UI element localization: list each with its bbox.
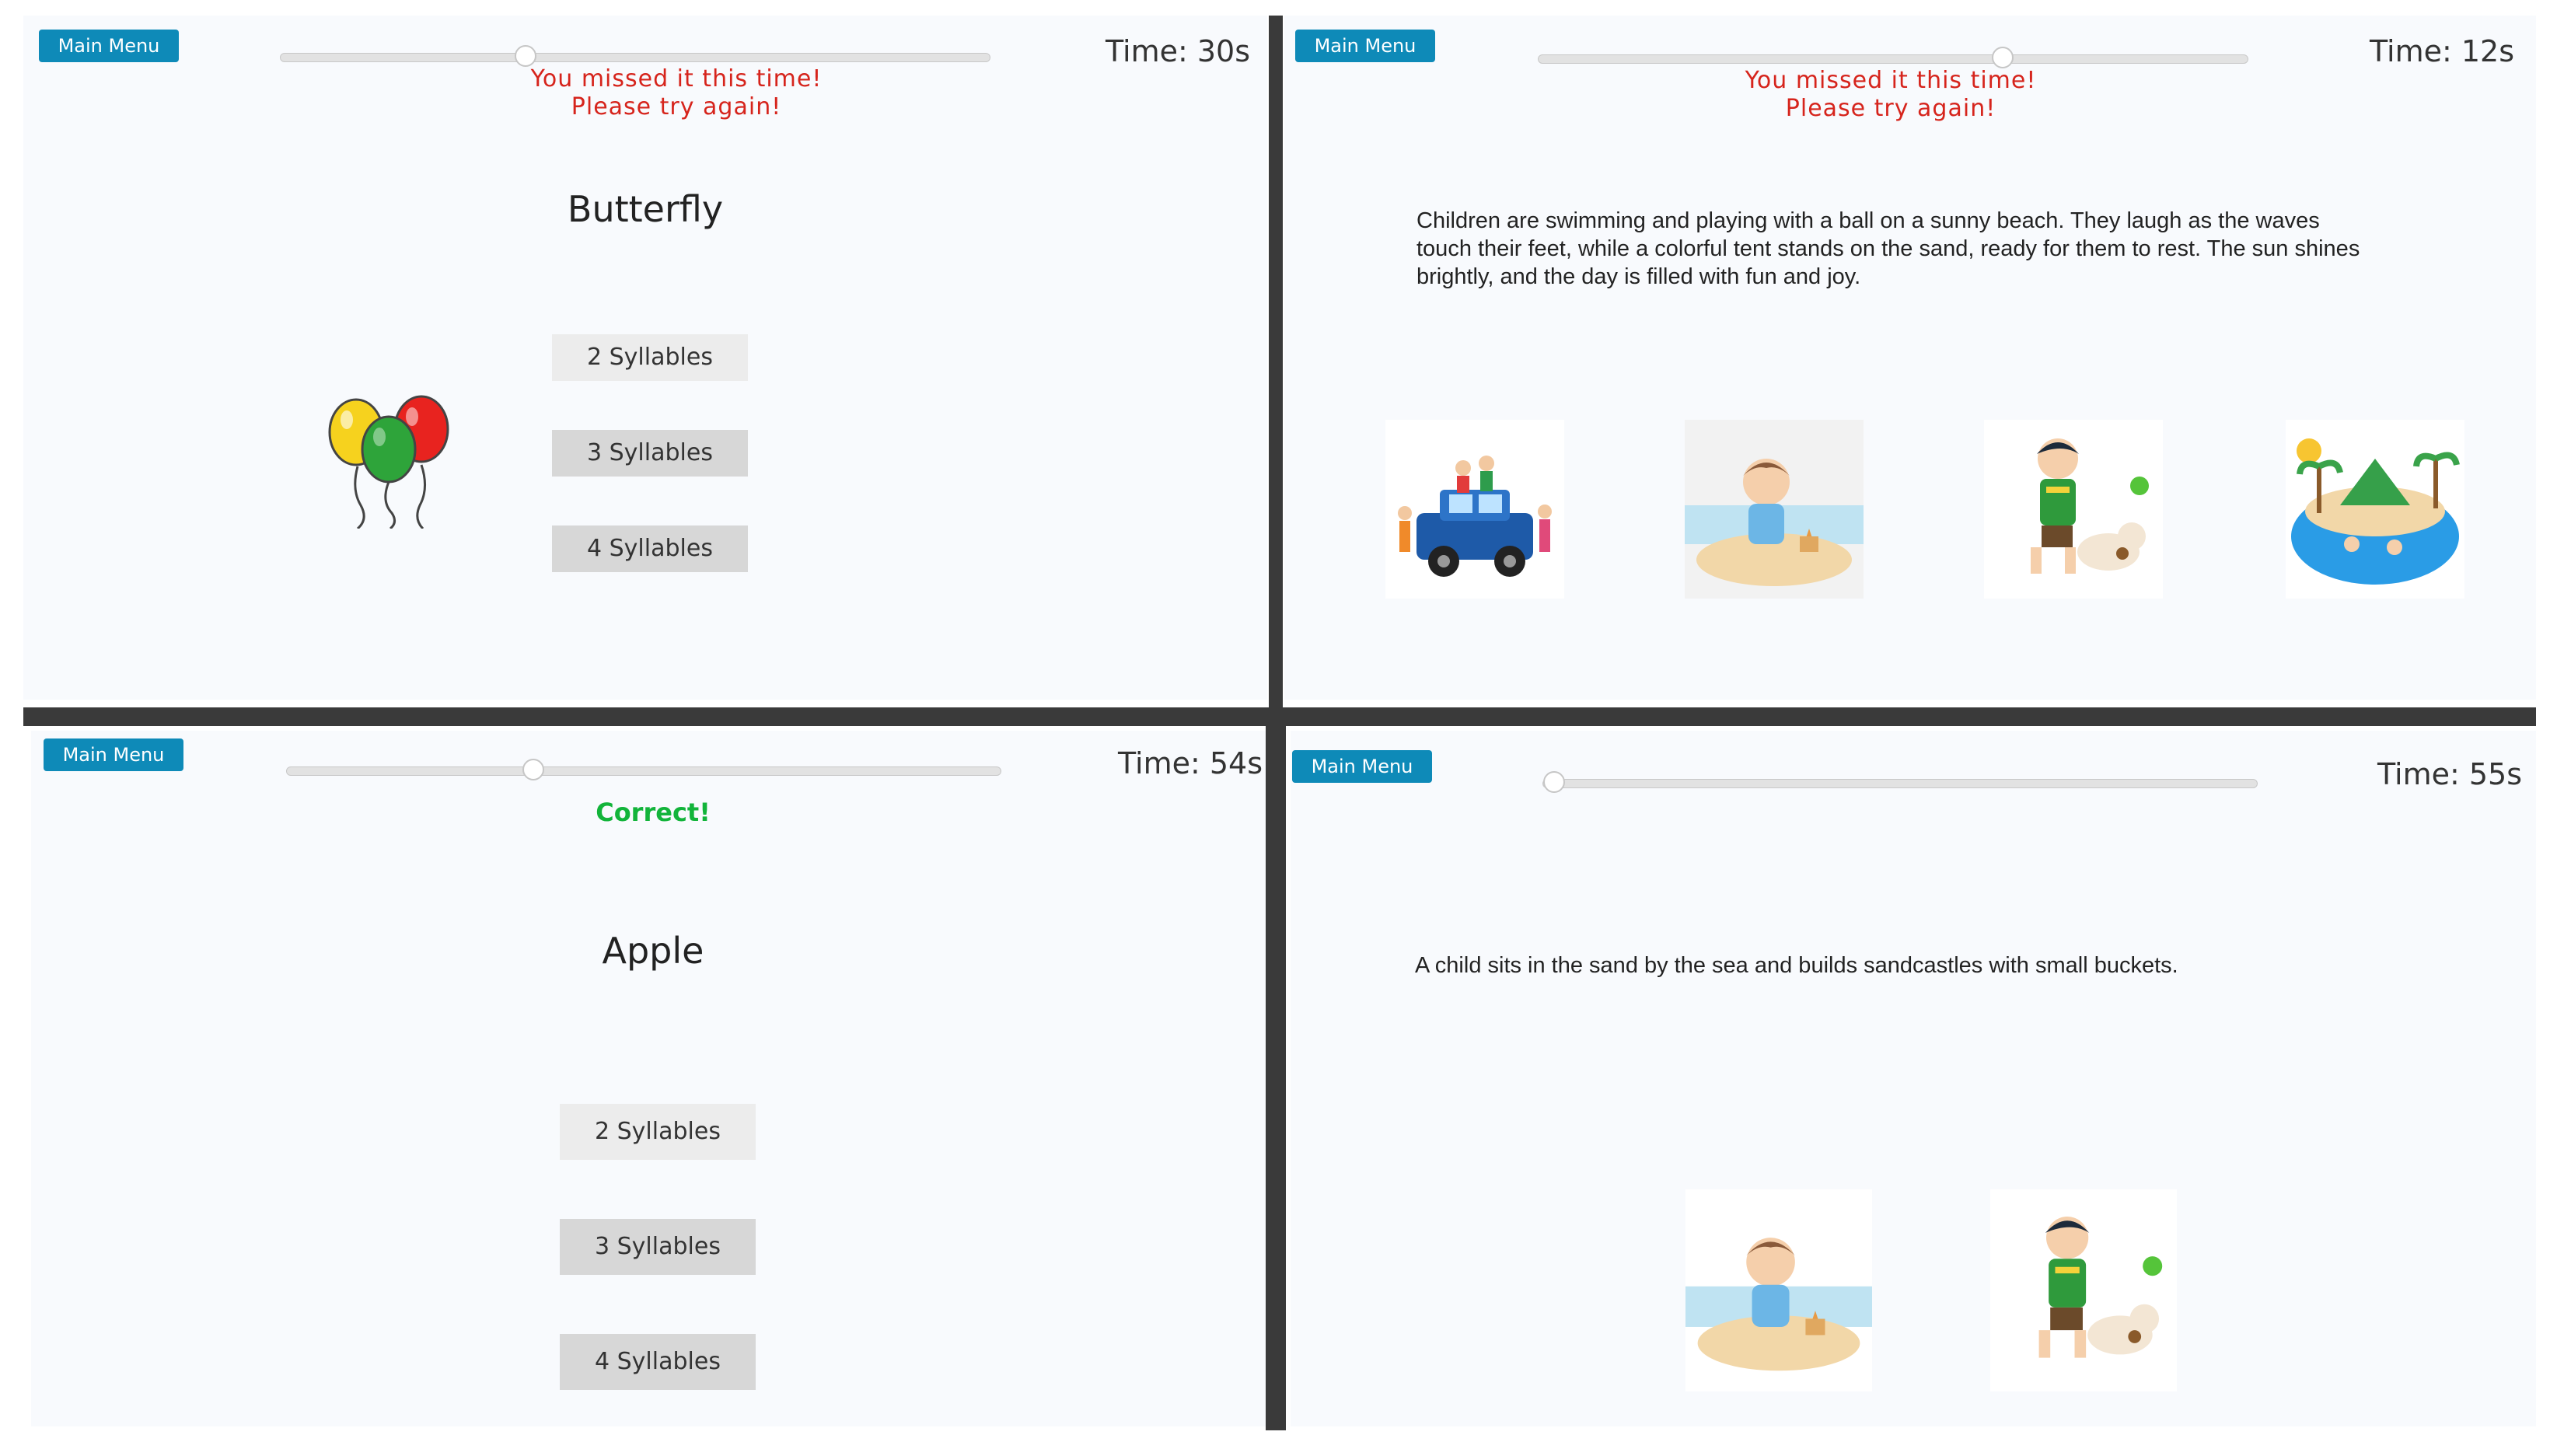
balloons-icon — [327, 389, 474, 529]
sandcastle-boy-icon[interactable] — [1685, 1189, 1872, 1391]
horizontal-divider — [23, 707, 2536, 726]
progress-slider[interactable] — [280, 53, 990, 62]
slider-thumb[interactable] — [1992, 47, 2014, 68]
option-2-syllables[interactable]: 2 Syllables — [552, 334, 748, 381]
feedback-line-1: You missed it this time! — [530, 65, 823, 93]
sandcastle-boy-icon[interactable] — [1685, 420, 1864, 599]
boy-with-dog-icon[interactable] — [1984, 420, 2163, 599]
target-word: Butterfly — [567, 188, 724, 230]
panel-sandcastle-picture-match — [1291, 731, 2536, 1426]
feedback-line-1: You missed it this time! — [1745, 67, 2037, 94]
main-menu-button[interactable]: Main Menu — [39, 30, 179, 62]
option-3-syllables[interactable]: 3 Syllables — [560, 1219, 756, 1275]
progress-slider[interactable] — [1538, 54, 2248, 64]
timer: Time: 55s — [2377, 757, 2523, 791]
panel-beach-picture-match — [1284, 16, 2536, 700]
vertical-divider-top — [1269, 16, 1283, 707]
target-word: Apple — [602, 930, 704, 972]
main-menu-button[interactable]: Main Menu — [44, 738, 183, 771]
timer: Time: 54s — [1118, 746, 1263, 780]
story-paragraph: A child sits in the sand by the sea and builds sandcastles with small buckets. — [1415, 953, 2178, 978]
feedback-line-2: Please try again! — [1785, 95, 1996, 122]
option-3-syllables[interactable]: 3 Syllables — [552, 430, 748, 477]
slider-thumb[interactable] — [515, 45, 536, 67]
story-paragraph: Children are swimming and playing with a ball on a sunny beach. They laugh as the waves touch their feet, while a colorful tent stands on the sand, ready for them to rest. The sun shines brightly, and the day is filled with fun and joy. — [1416, 208, 2360, 289]
timer: Time: 30s — [1106, 34, 1251, 68]
feedback-message — [1572, 67, 2209, 123]
progress-slider[interactable] — [1542, 779, 2258, 788]
panel-apple-syllables — [31, 731, 1266, 1426]
feedback-message: Correct! — [596, 798, 711, 827]
option-4-syllables[interactable]: 4 Syllables — [552, 525, 748, 572]
progress-slider[interactable] — [286, 766, 1001, 776]
slider-thumb[interactable] — [522, 759, 544, 780]
boy-with-dog-icon[interactable] — [1990, 1189, 2177, 1391]
vertical-divider-bottom — [1266, 707, 1286, 1430]
beach-swimmers-icon[interactable] — [2286, 420, 2464, 599]
feedback-message — [358, 65, 995, 121]
feedback-line-2: Please try again! — [571, 93, 782, 120]
panel-butterfly-syllables — [23, 16, 1267, 700]
jeep-family-icon[interactable] — [1385, 420, 1564, 599]
slider-thumb[interactable] — [1543, 771, 1565, 793]
timer: Time: 12s — [2370, 34, 2515, 68]
main-menu-button[interactable]: Main Menu — [1295, 30, 1435, 62]
main-menu-button[interactable]: Main Menu — [1292, 750, 1432, 783]
option-2-syllables[interactable]: 2 Syllables — [560, 1104, 756, 1160]
option-4-syllables[interactable]: 4 Syllables — [560, 1334, 756, 1390]
